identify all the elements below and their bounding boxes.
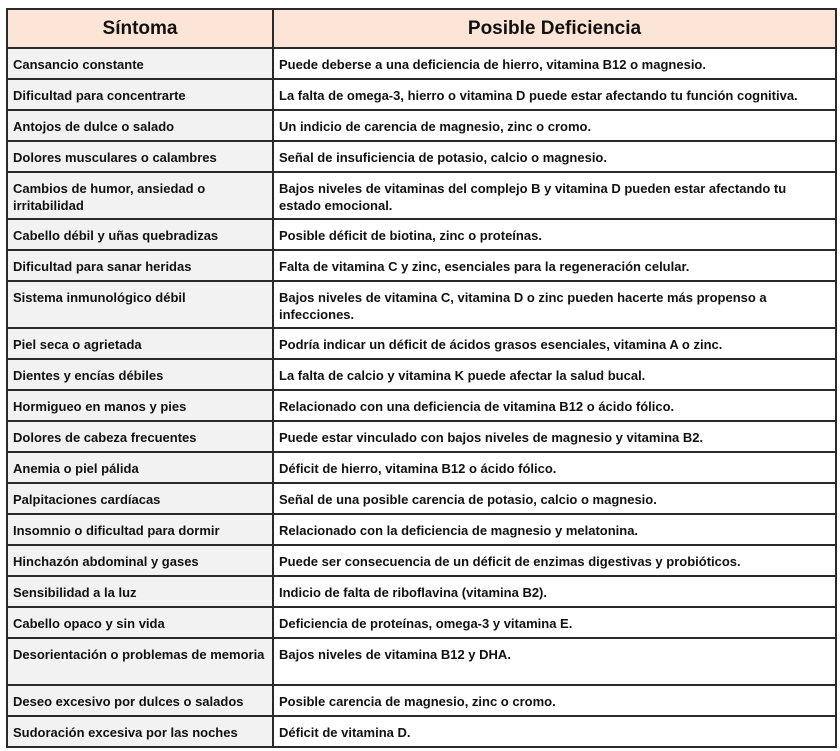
table-row: [7, 281, 836, 328]
table-row: [7, 250, 836, 281]
symptom-cell: Hormigueo en manos y pies: [7, 390, 273, 421]
table-row: [7, 576, 836, 607]
table-row: [7, 172, 836, 219]
table-row: [7, 48, 836, 79]
symptom-cell: Hinchazón abdominal y gases: [7, 545, 273, 576]
table-row: [7, 359, 836, 390]
symptom-cell: Dientes y encías débiles: [7, 359, 273, 390]
deficiency-cell: La falta de calcio y vitamina K puede afectar la salud bucal.: [273, 359, 836, 390]
table-row: [7, 390, 836, 421]
deficiency-cell: Señal de insuficiencia de potasio, calcio o magnesio.: [273, 141, 836, 172]
table-header-row: [7, 9, 836, 48]
symptom-cell: Piel seca o agrietada: [7, 328, 273, 359]
deficiency-cell: Bajos niveles de vitaminas del complejo B y vitamina D pueden estar afectando tu estado emocional.: [273, 172, 836, 219]
symptom-cell: Cambios de humor, ansiedad o irritabilidad: [7, 172, 273, 219]
deficiency-cell: Puede deberse a una deficiencia de hierro, vitamina B12 o magnesio.: [273, 48, 836, 79]
deficiency-cell: Déficit de hierro, vitamina B12 o ácido fólico.: [273, 452, 836, 483]
deficiency-cell: Relacionado con una deficiencia de vitamina B12 o ácido fólico.: [273, 390, 836, 421]
deficiency-cell: Déficit de vitamina D.: [273, 716, 836, 747]
table-row: [7, 421, 836, 452]
symptom-cell: Desorientación o problemas de memoria: [7, 638, 273, 685]
symptom-cell: Antojos de dulce o salado: [7, 110, 273, 141]
symptom-deficiency-table: [6, 8, 837, 748]
table-row: [7, 110, 836, 141]
symptom-cell: Palpitaciones cardíacas: [7, 483, 273, 514]
deficiency-cell: Posible carencia de magnesio, zinc o cromo.: [273, 685, 836, 716]
symptom-cell: Cabello opaco y sin vida: [7, 607, 273, 638]
deficiency-cell: Un indicio de carencia de magnesio, zinc o cromo.: [273, 110, 836, 141]
table-row: [7, 685, 836, 716]
deficiency-cell: Indicio de falta de riboflavina (vitamina B2).: [273, 576, 836, 607]
deficiency-cell: Falta de vitamina C y zinc, esenciales para la regeneración celular.: [273, 250, 836, 281]
table-row: [7, 716, 836, 747]
table-body: [7, 48, 836, 747]
table-row: [7, 514, 836, 545]
symptom-cell: Insomnio o dificultad para dormir: [7, 514, 273, 545]
symptom-cell: Sudoración excesiva por las noches: [7, 716, 273, 747]
table-row: [7, 79, 836, 110]
deficiency-cell: Puede estar vinculado con bajos niveles de magnesio y vitamina B2.: [273, 421, 836, 452]
deficiency-cell: Relacionado con la deficiencia de magnesio y melatonina.: [273, 514, 836, 545]
symptom-cell: Dolores de cabeza frecuentes: [7, 421, 273, 452]
symptom-cell: Cansancio constante: [7, 48, 273, 79]
symptom-cell: Deseo excesivo por dulces o salados: [7, 685, 273, 716]
symptom-cell: Sensibilidad a la luz: [7, 576, 273, 607]
symptom-cell: Sistema inmunológico débil: [7, 281, 273, 328]
table-row: [7, 607, 836, 638]
symptom-cell: Dificultad para concentrarte: [7, 79, 273, 110]
deficiency-cell: Posible déficit de biotina, zinc o proteínas.: [273, 219, 836, 250]
symptom-cell: Cabello débil y uñas quebradizas: [7, 219, 273, 250]
deficiency-cell: Señal de una posible carencia de potasio, calcio o magnesio.: [273, 483, 836, 514]
deficiency-cell: Bajos niveles de vitamina B12 y DHA.: [273, 638, 836, 685]
table-row: [7, 328, 836, 359]
header-deficiency: Posible Deficiencia: [273, 9, 836, 48]
table-row: [7, 219, 836, 250]
table-row: [7, 545, 836, 576]
table-row: [7, 141, 836, 172]
deficiency-cell: Puede ser consecuencia de un déficit de enzimas digestivas y probióticos.: [273, 545, 836, 576]
header-symptom: Síntoma: [7, 9, 273, 48]
deficiency-cell: Podría indicar un déficit de ácidos grasos esenciales, vitamina A o zinc.: [273, 328, 836, 359]
table-row: [7, 452, 836, 483]
table-row: [7, 638, 836, 685]
deficiency-cell: La falta de omega-3, hierro o vitamina D puede estar afectando tu función cognitiva.: [273, 79, 836, 110]
symptom-cell: Dolores musculares o calambres: [7, 141, 273, 172]
symptom-cell: Anemia o piel pálida: [7, 452, 273, 483]
symptom-cell: Dificultad para sanar heridas: [7, 250, 273, 281]
deficiency-cell: Deficiencia de proteínas, omega-3 y vitamina E.: [273, 607, 836, 638]
deficiency-cell: Bajos niveles de vitamina C, vitamina D o zinc pueden hacerte más propenso a infecciones.: [273, 281, 836, 328]
table-row: [7, 483, 836, 514]
